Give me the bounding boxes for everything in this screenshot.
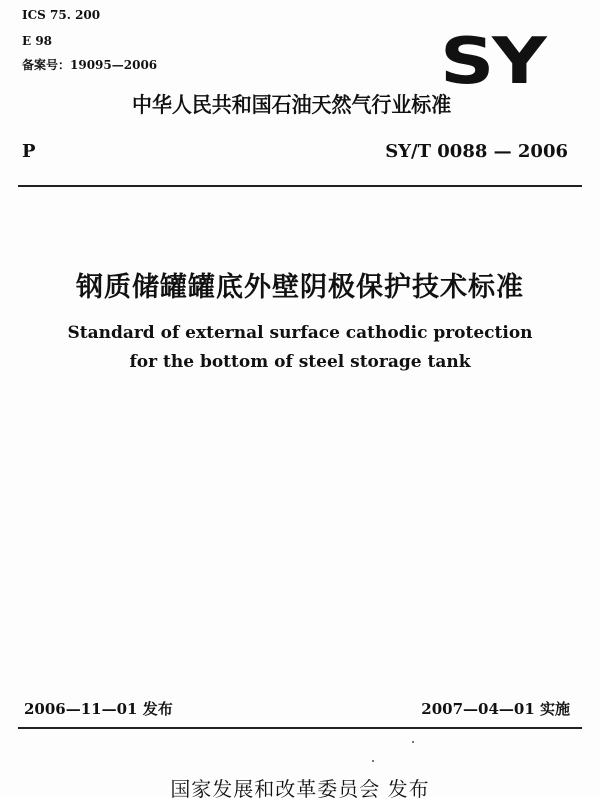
standard-category: P <box>22 141 36 162</box>
scan-speck <box>412 741 414 743</box>
issuing-authority-title: 中华人民共和国石油天然气行业标准 <box>132 93 452 117</box>
sy-logo: SY <box>440 25 545 99</box>
bottom-divider <box>18 727 582 729</box>
standard-number: SY/T 0088 — 2006 <box>385 141 568 162</box>
filing-number: 备案号：19095—2006 <box>22 58 158 72</box>
top-divider <box>18 185 582 187</box>
implementation-date: 2007—04—01 实施 <box>421 700 570 718</box>
title-english-line2: for the bottom of steel storage tank <box>129 352 471 372</box>
ics-code: ICS 75. 200 <box>22 8 101 22</box>
scan-speck <box>372 760 374 762</box>
issue-date: 2006—11—01 发布 <box>24 700 173 718</box>
title-english-line1: Standard of external surface cathodic protection <box>67 323 533 343</box>
title-chinese: 钢质储罐罐底外壁阴极保护技术标准 <box>76 272 524 303</box>
publisher: 国家发展和改革委员会 发布 <box>170 777 430 801</box>
classification-code: E 98 <box>22 34 53 48</box>
